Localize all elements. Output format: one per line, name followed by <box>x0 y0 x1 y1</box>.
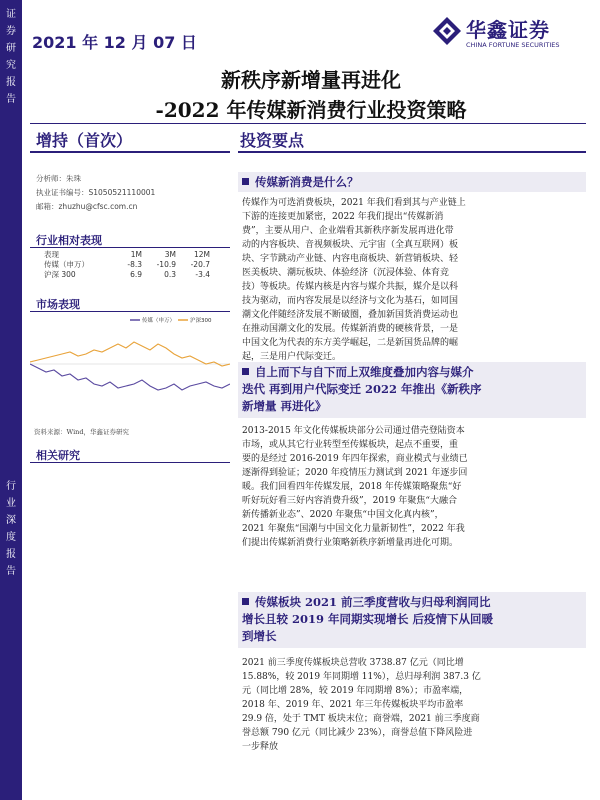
market-heading: 市场表现 <box>36 298 80 311</box>
bullet-square-icon <box>242 368 249 375</box>
chart-source: 资料来源：Wind，华鑫证券研究 <box>34 428 129 436</box>
table-cell: 6.9 <box>130 270 142 279</box>
table-header-cell: 1M <box>130 250 142 259</box>
analyst-name: 分析师：朱珠 <box>36 174 81 183</box>
table-cell: -20.7 <box>190 260 210 269</box>
sidebar-char: 告 <box>6 94 16 105</box>
table-row <box>40 270 214 280</box>
left-sidebar <box>0 0 22 800</box>
sidebar-char: 究 <box>6 60 16 71</box>
market-chart <box>30 314 230 414</box>
section-body: 传媒作为可选消费板块，2021 年我们看到其与产业链上 下游的连接更加紧密，2022 年我们提出“传媒新消 费”，主要从用户、企业端看其新秩序新发展再进化带 动的内容板块、音视频板块、元宇宙（全真互联网）板 块、字节跳动产业链、内容电商板块、新营销板块、轻 医美板块、潮玩板块、体验经济（沉浸体验、体育竞 技）等板块。传媒内核是内容与媒介共振，媒介是以科 技为驱动，而内容发展是以经济与文化为基石，如同国 潮文化伴随经济发展不断破圈，叠加新国货消费运动也 在推动国潮文化的发展。传媒新消费的硬核背景，一是 中国文化为代表的东方美学崛起，二是新国货品牌的崛 起，三是用户代际变迁。 <box>242 198 466 362</box>
table-cell: -8.3 <box>127 260 142 269</box>
sidebar-char: 研 <box>6 43 16 54</box>
logo-name-en: CHINA FORTUNE SECURITIES <box>466 41 560 49</box>
sidebar-char: 报 <box>6 549 16 560</box>
market-chart-svg <box>30 314 230 414</box>
performance-table <box>40 250 214 280</box>
related-divider <box>30 462 230 463</box>
section-body: 2013-2015 年文化传媒板块部分公司通过借壳登陆资本 市场，或从其它行业转型至传媒板块，起点不重要，重 要的是经过 2016-2019 年四年探索，商业模式与业绩已 逐渐得到验证；2020 年疫情压力测试到 2021 年逐步回 暖。我们回看四年传媒发展，2018 年传媒策略聚焦“好 听好玩好看三好内容消费升级”，2019 年聚焦“大融合 新传播新业态”、2020 年聚焦“中国文化真内核”， 2021 年聚焦“国潮与中国文化力量新韧性”，2022 年我 们提出传媒新消费行业策略新秩序新增量再进化可期。 <box>242 426 468 548</box>
table-row <box>40 260 214 270</box>
bullet-square-icon <box>242 178 249 185</box>
sidebar-char: 度 <box>6 532 16 543</box>
table-header-cell: 3M <box>164 250 176 259</box>
report-date: 2021 年 12 月 07 日 <box>32 33 197 52</box>
report-title-line1: 新秩序新增量再进化 <box>221 68 401 92</box>
analyst-info <box>36 172 155 214</box>
related-heading: 相关研究 <box>36 449 80 462</box>
sidebar-char: 深 <box>6 515 16 526</box>
table-cell: -10.9 <box>156 260 176 269</box>
table-header-cell: 表现 <box>44 250 59 259</box>
table-header-cell: 12M <box>193 250 210 259</box>
section-body: 2021 前三季度传媒板块总营收 3738.87 亿元（同比增 15.88%，较 2019 年同期增 11%），总归母利润 387.3 亿 元（同比增 28%，较 2019 年同期增 8%）；市盈率端， 2018 年、2019 年、2021 年三年传媒板块平均市盈率 29.9 倍，处于 TMT 板块末位；商誉端，2021 前三季度商 誉总额 790 亿元（同比减少 23%），商誉总值下降风险进 一步释放 <box>242 658 481 752</box>
table-cell: -3.4 <box>195 270 210 279</box>
legend-label-media: 传媒（申万） <box>142 318 176 324</box>
table-cell: 传媒（申万） <box>44 260 89 269</box>
sidebar-char: 证 <box>6 9 16 20</box>
sidebar-char: 报 <box>6 77 16 88</box>
analyst-email[interactable]: 邮箱：zhuzhu@cfsc.com.cn <box>36 202 138 211</box>
section-heading: 传媒新消费是什么？ <box>242 174 587 191</box>
media-series-line <box>30 364 230 390</box>
right-column-divider <box>238 151 586 153</box>
sidebar-char: 告 <box>6 566 16 577</box>
section-heading: 自上而下与自下而上双维度叠加内容与媒介 迭代 再到用户代际变迁 2022 年推出《新秩序 新增量 再进化》 <box>242 365 482 413</box>
rating-label: 增持（首次） <box>36 131 133 150</box>
section-heading: 传媒板块 2021 前三季度营收与归母利润同比 增长且较 2019 年同期实现增长 后疫情下从回暖 到增长 <box>242 595 494 643</box>
company-logo <box>432 14 582 56</box>
performance-heading: 行业相对表现 <box>36 234 102 247</box>
performance-divider <box>30 247 230 248</box>
left-column-divider <box>30 151 230 153</box>
analyst-cert: 执业证书编号：S1050521110001 <box>36 188 156 197</box>
sidebar-char: 券 <box>6 26 16 37</box>
table-cell: 0.3 <box>164 270 176 279</box>
table-cell: 沪深 300 <box>44 270 76 279</box>
sidebar-mid-label <box>2 478 20 580</box>
invest-points-heading: 投资要点 <box>240 131 305 150</box>
table-header-row <box>40 250 214 260</box>
legend-label-index: 沪深300 <box>190 318 212 324</box>
bullet-square-icon <box>242 598 249 605</box>
sidebar-char: 行 <box>6 481 16 492</box>
logo-mark-icon <box>432 16 462 46</box>
title-divider <box>30 123 586 124</box>
market-divider <box>30 311 230 312</box>
chart-legend <box>130 316 212 324</box>
logo-name-cn: 华鑫证券 <box>466 18 550 42</box>
sidebar-top-label <box>2 6 20 108</box>
report-title-line2: -2022 年传媒新消费行业投资策略 <box>155 98 467 122</box>
sidebar-char: 业 <box>6 498 16 509</box>
index-series-line <box>30 342 230 366</box>
